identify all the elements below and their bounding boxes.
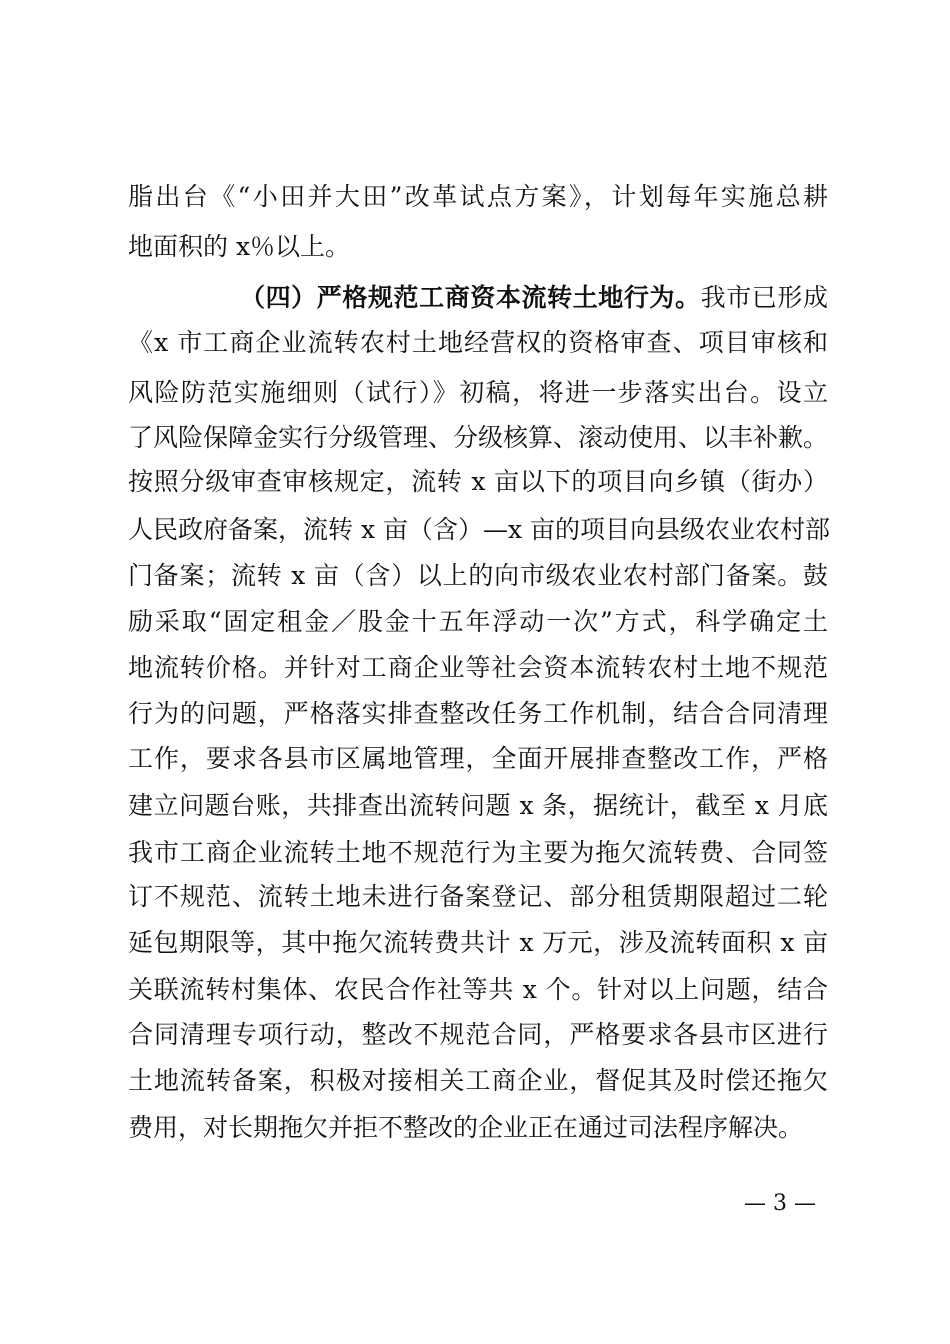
body-text-line: 《x 市工商企业流转农村土地经营权的资格审查、项目审核和	[128, 328, 828, 357]
body-text-line: 地面积的 x％以上。	[128, 232, 351, 261]
body-text-line: 延包期限等，其中拖欠流转费共计 x 万元，涉及流转面积 x 亩	[128, 928, 828, 957]
body-text-line: 工作，要求各县市区属地管理，全面开展排查整改工作，严格	[128, 744, 828, 773]
body-text-line: 合同清理专项行动，整改不规范合同，严格要求各县市区进行	[128, 1020, 828, 1049]
section-heading: （四）严格规范工商资本流转土地行为。	[240, 283, 701, 312]
body-text-line: 建立问题台账，共排查出流转问题 x 条，据统计，截至 x 月底	[128, 791, 828, 820]
body-text-line: 土地流转备案，积极对接相关工商企业，督促其及时偿还拖欠	[128, 1066, 828, 1095]
body-text-line: 人民政府备案，流转 x 亩（含）—x 亩的项目向县级农业农村部	[128, 515, 831, 544]
body-text-line: 了风险保障金实行分级管理、分级核算、滚动使用、以丰补歉。	[128, 423, 829, 452]
body-text-line: 风险防范实施细则（试行）》初稿，将进一步落实出台。设立	[128, 378, 828, 407]
body-text-line: 脂出台《“小田并大田”改革试点方案》，计划每年实施总耕	[128, 182, 828, 211]
body-text-line: 地流转价格。并针对工商企业等社会资本流转农村土地不规范	[128, 653, 828, 682]
body-text-line: 门备案；流转 x 亩（含）以上的向市级农业农村部门备案。鼓	[128, 561, 828, 590]
body-text-line: 按照分级审查审核规定，流转 x 亩以下的项目向乡镇（街办）	[128, 467, 828, 496]
body-text-line: 订不规范、流转土地未进行备案登记、部分租赁期限超过二轮	[128, 882, 828, 911]
section-heading-line	[240, 281, 828, 315]
body-text-run: 我市已形成	[700, 283, 828, 312]
body-text-line: 我市工商企业流转土地不规范行为主要为拖欠流转费、合同签	[128, 838, 828, 867]
body-text-line: 励采取“固定租金／股金十五年浮动一次”方式，科学确定土	[128, 607, 828, 636]
page-number: — 3 —	[744, 1191, 816, 1216]
body-text-line: 费用，对长期拖欠并拒不整改的企业正在通过司法程序解决。	[128, 1113, 804, 1142]
body-text-line: 行为的问题，严格落实排查整改任务工作机制，结合合同清理	[128, 699, 828, 728]
body-text-line: 关联流转村集体、农民合作社等共 x 个。针对以上问题，结合	[128, 975, 828, 1004]
